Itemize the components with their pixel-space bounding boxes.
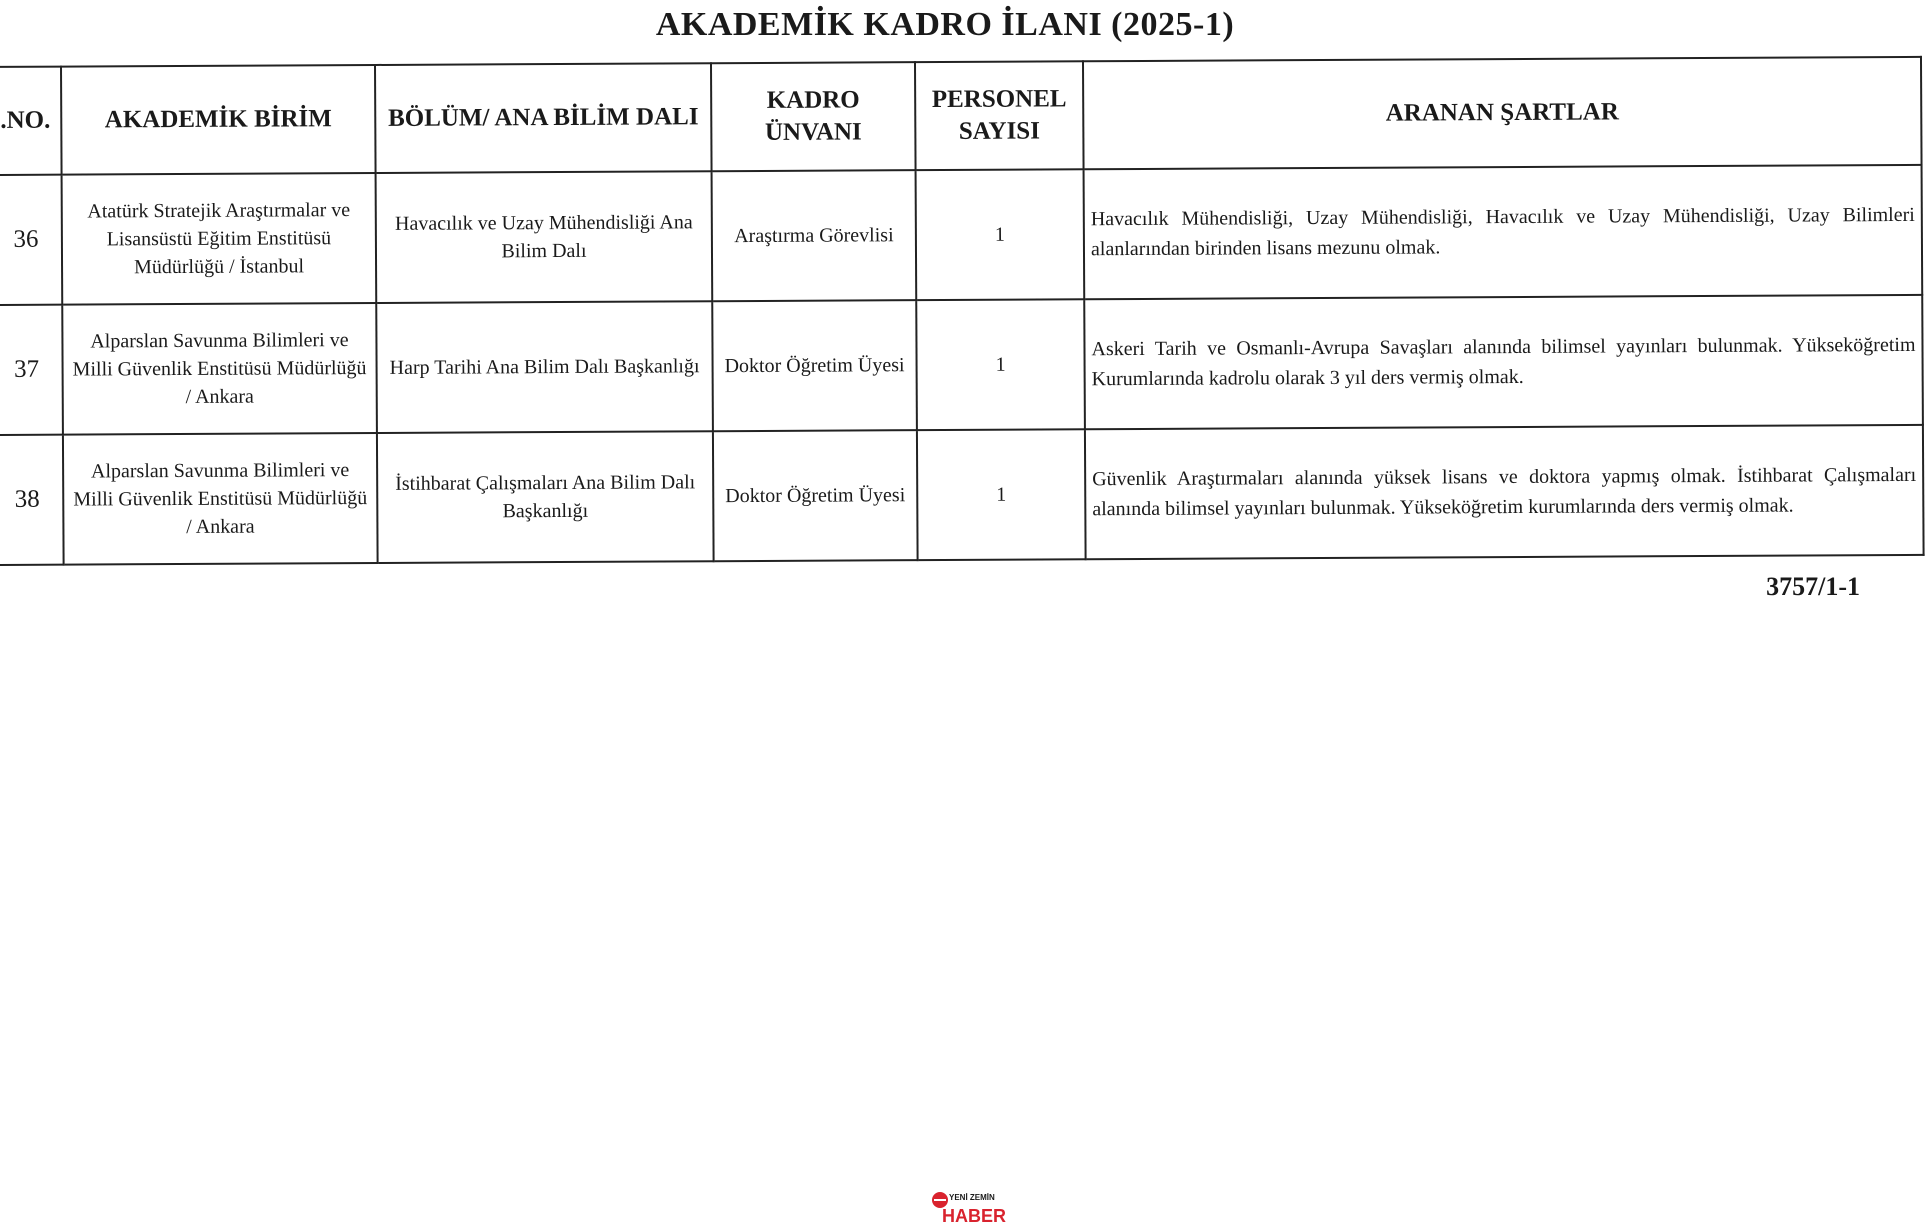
header-personel-sayisi bbox=[915, 61, 1084, 170]
header-kadro-unvani-line1: KADRO bbox=[766, 86, 860, 114]
header-no: .NO. bbox=[0, 67, 62, 175]
header-bolum: BÖLÜM/ ANA BİLİM DALI bbox=[375, 63, 712, 173]
header-kadro-unvani-line2: ÜNVANI bbox=[764, 118, 862, 146]
page-reference: 3757/1-1 bbox=[1766, 572, 1860, 601]
header-aranan-sartlar: ARANAN ŞARTLAR bbox=[1083, 57, 1922, 169]
row-kadro-unvani: Doktor Öğretim Üyesi bbox=[713, 430, 918, 561]
header-personel-sayisi-line2: SAYISI bbox=[958, 117, 1040, 145]
table-row bbox=[0, 425, 1924, 565]
row-kadro-unvani: Doktor Öğretim Üyesi bbox=[712, 300, 917, 431]
row-akademik-birim: Atatürk Stratejik Araştırmalar ve Lisansüstü Eğitim Enstitüsü Müdürlüğü / İstanbul bbox=[62, 173, 377, 305]
row-no: 36 bbox=[0, 175, 62, 305]
row-bolum: İstihbarat Çalışmaları Ana Bilim Dalı Başkanlığı bbox=[377, 431, 714, 563]
row-bolum: Havacılık ve Uzay Mühendisliği Ana Bilim Dalı bbox=[376, 171, 713, 303]
yeni-zemin-haber-logo bbox=[930, 1190, 1007, 1226]
row-aranan-sartlar: Havacılık Mühendisliği, Uzay Mühendisliği, Havacılık ve Uzay Mühendisliği, Uzay Bilimleri alanlarından birinden lisans mezunu olmak. bbox=[1084, 165, 1923, 299]
row-personel-sayisi: 1 bbox=[916, 169, 1085, 300]
table-row bbox=[0, 165, 1922, 305]
logo-text-top: YENİ ZEMİN bbox=[949, 1193, 995, 1202]
row-aranan-sartlar: Askeri Tarih ve Osmanlı-Avrupa Savaşları alanında bilimsel yayınları bulunmak. Yükseköğretim Kurumlarında kadrolu olarak 3 yıl ders vermiş olmak. bbox=[1084, 295, 1923, 429]
header-personel-sayisi-line1: PERSONEL bbox=[931, 85, 1067, 114]
row-aranan-sartlar: Güvenlik Araştırmaları alanında yüksek lisans ve doktora yapmış olmak. İstihbarat Çalışmaları alanında bilimsel yayınları bulunmak. Yükseköğretim kurumlarında ders vermiş olmak. bbox=[1085, 425, 1924, 559]
row-bolum: Harp Tarihi Ana Bilim Dalı Başkanlığı bbox=[376, 301, 713, 433]
row-personel-sayisi: 1 bbox=[916, 299, 1085, 430]
header-akademik-birim: AKADEMİK BİRİM bbox=[61, 65, 376, 175]
kadro-table-wrapper bbox=[0, 56, 1923, 566]
row-no: 37 bbox=[0, 305, 63, 435]
logo-text-bottom: HABER bbox=[942, 1206, 1007, 1226]
row-kadro-unvani: Araştırma Görevlisi bbox=[712, 170, 917, 301]
header-kadro-unvani bbox=[711, 62, 916, 171]
row-akademik-birim: Alparslan Savunma Bilimleri ve Milli Güvenlik Enstitüsü Müdürlüğü / Ankara bbox=[62, 303, 377, 435]
row-no: 38 bbox=[0, 435, 64, 565]
document-title: AKADEMİK KADRO İLANI (2025-1) bbox=[655, 6, 1235, 43]
kadro-table bbox=[0, 56, 1925, 566]
table-header-row bbox=[0, 57, 1922, 175]
row-akademik-birim: Alparslan Savunma Bilimleri ve Milli Güvenlik Enstitüsü Müdürlüğü / Ankara bbox=[63, 433, 378, 565]
table-row bbox=[0, 295, 1923, 435]
row-personel-sayisi: 1 bbox=[917, 429, 1086, 560]
